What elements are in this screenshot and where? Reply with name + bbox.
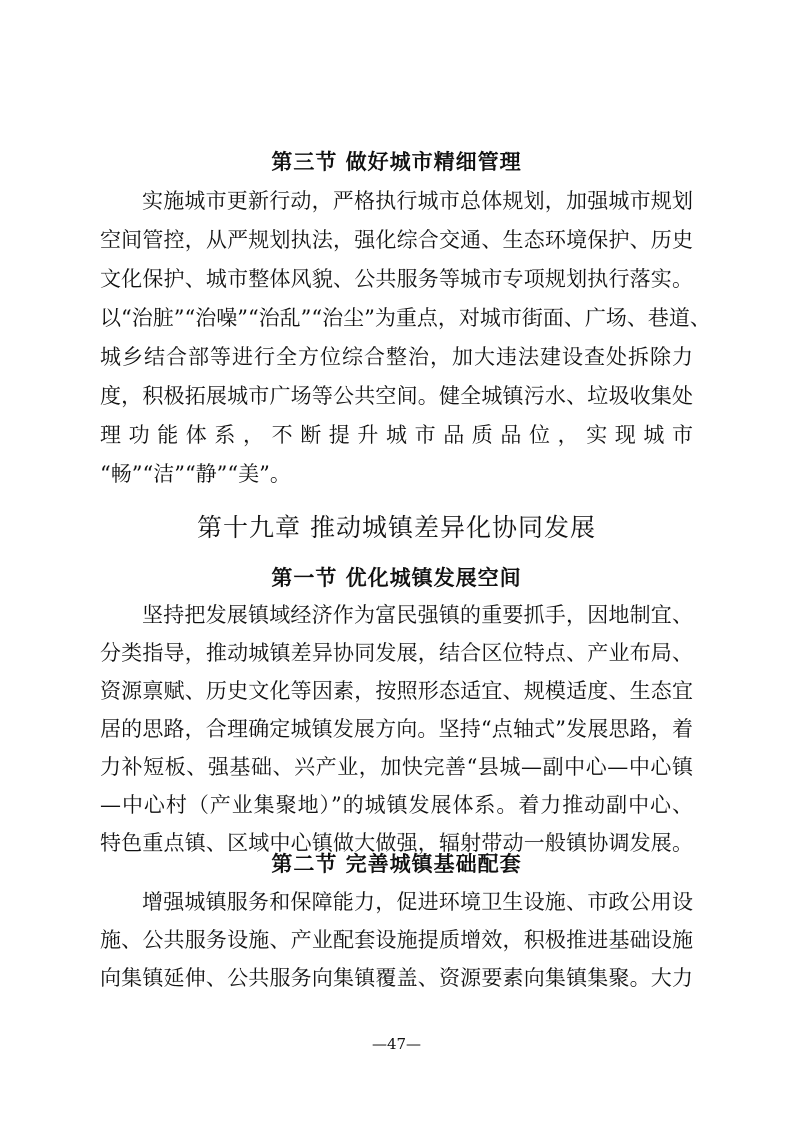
- section-1-title: 第一节 优化城镇发展空间: [271, 566, 522, 590]
- paragraph-line: 坚持把发展镇域经济作为富民强镇的重要抓手，因地制宜、: [142, 603, 693, 627]
- paragraph-line: 特色重点镇、区域中心镇做大做强，辐射带动一般镇协调发展。: [100, 831, 693, 855]
- paragraph-line: —中心村（产业集聚地）”的城镇发展体系。着力推动副中心、: [100, 793, 693, 817]
- paragraph-line: 实施城市更新行动，严格执行城市总体规划，加强城市规划: [142, 189, 693, 213]
- section-2-title: 第二节 完善城镇基础配套: [271, 852, 522, 876]
- paragraph-line: 以“治脏”“治噪”“治乱”“治尘”为重点，对城市街面、广场、巷道、: [100, 306, 711, 330]
- paragraph-line: 资源禀赋、历史文化等因素，按照形态适宜、规模适度、生态宜: [100, 679, 693, 703]
- paragraph-line: 居的思路，合理确定城镇发展方向。坚持“点轴式”发展思路，着: [100, 717, 693, 741]
- paragraph-line: 增强城镇服务和保障能力，促进环境卫生设施、市政公用设: [142, 890, 693, 914]
- paragraph-line: 施、公共服务设施、产业配套设施提质增效，积极推进基础设施: [100, 928, 693, 952]
- paragraph-line: 城乡结合部等进行全方位综合整治，加大违法建设查处拆除力: [100, 345, 693, 369]
- paragraph-line: “畅”“洁”“静”“美”。: [100, 462, 291, 486]
- paragraph-line: 力补短板、强基础、兴产业，加快完善“县城—副中心—中心镇: [100, 755, 693, 779]
- paragraph-line: 度，积极拓展城市广场等公共空间。健全城镇污水、垃圾收集处: [100, 384, 693, 408]
- paragraph-line: 分类指导，推动城镇差异协同发展，结合区位特点、产业布局、: [100, 641, 693, 665]
- paragraph-line: 向集镇延伸、公共服务向集镇覆盖、资源要素向集镇集聚。大力: [100, 966, 693, 990]
- paragraph-line: 空间管控，从严规划执法，强化综合交通、生态环境保护、历史: [100, 228, 693, 252]
- page-number: —47—: [371, 1035, 422, 1053]
- paragraph-line: 理 功 能 体 系 ， 不 断 提 升 城 市 品 质 品 位 ， 实 现 城 市: [100, 423, 693, 447]
- section-3-title: 第三节 做好城市精细管理: [271, 150, 522, 174]
- chapter-19-title: 第十九章 推动城镇差异化协同发展: [197, 513, 596, 542]
- paragraph-line: 文化保护、城市整体风貌、公共服务等城市专项规划执行落实。: [100, 267, 693, 291]
